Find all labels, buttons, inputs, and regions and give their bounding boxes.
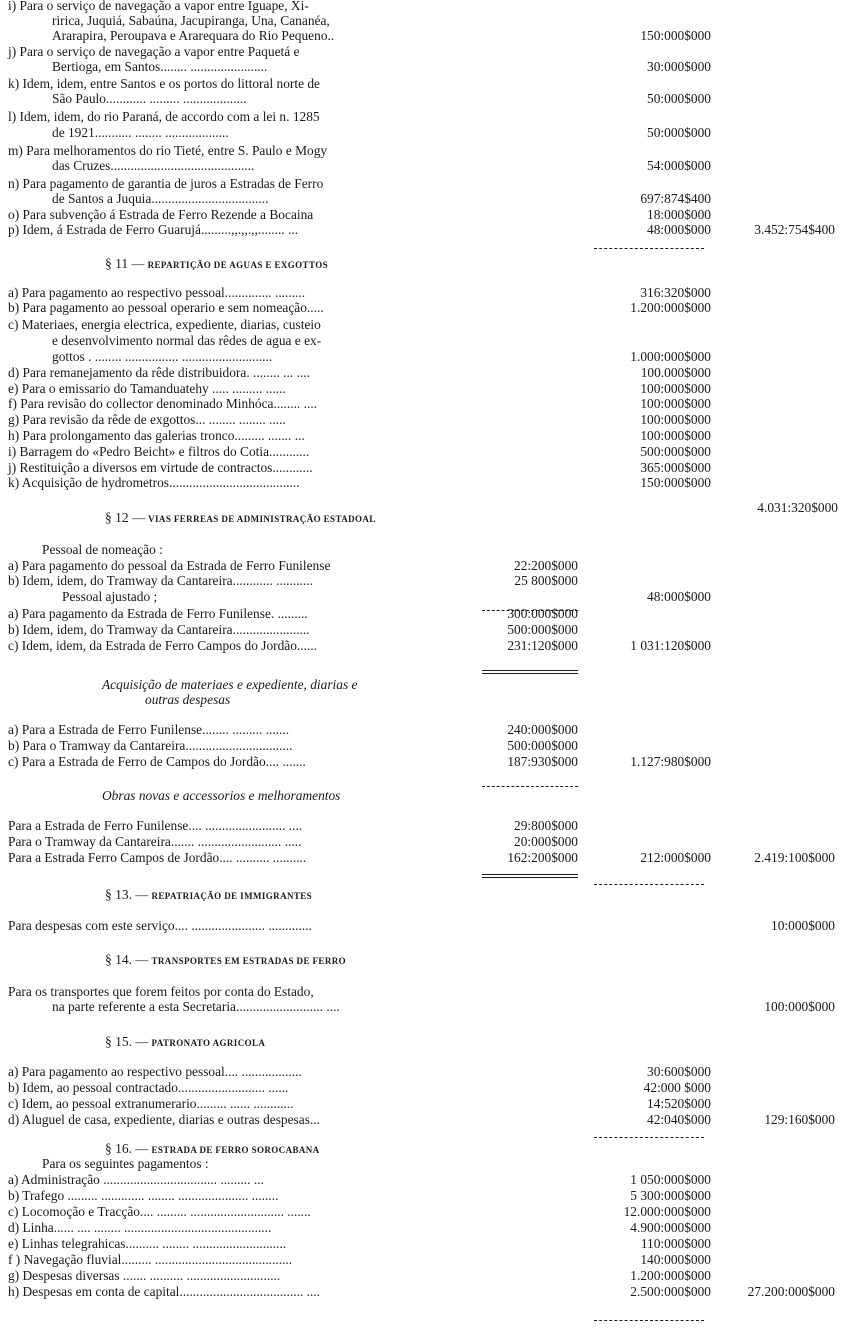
- section-number: § 12: [105, 510, 129, 525]
- section-number: § 15.: [105, 1034, 132, 1049]
- subtotal-rule: [482, 610, 578, 611]
- amount-value: 1.000:000$000: [630, 349, 711, 364]
- amount-value: 697:874$400: [640, 191, 711, 206]
- budget-line: h) Para prolongamento das galerias tronco......... ....... ...: [8, 428, 305, 443]
- section-heading: [105, 257, 328, 272]
- budget-line: b) Para o Tramway da Cantareira................................: [8, 738, 293, 753]
- amount-value: 2.500:000$000: [630, 1284, 711, 1299]
- amount-value: 100:000$000: [640, 428, 711, 443]
- amount-value: 500:000$000: [640, 444, 711, 459]
- amount-value: 29:800$000: [514, 818, 578, 833]
- total-rule: [594, 884, 704, 885]
- section-number: § 16.: [105, 1141, 132, 1156]
- budget-line: b) Idem, ao pessoal contractado.......................... ......: [8, 1080, 289, 1095]
- budget-line: g) Para revisão da rêde de exgottos... ........ ........ .....: [8, 412, 286, 427]
- amount-value: 231:120$000: [507, 638, 578, 653]
- amount-value: 1.127:980$000: [630, 754, 711, 769]
- budget-line: p) Idem, á Estrada de Ferro Guarujá.........,,.,,.,,........ ...: [8, 222, 299, 237]
- amount-value: 240:000$000: [507, 722, 578, 737]
- section-title: TRANSPORTES EM ESTRADAS DE FERRO: [151, 956, 347, 966]
- amount-value: 20:000$000: [514, 834, 578, 849]
- budget-line: k) Idem, idem, entre Santos e os portos do littoral norte de: [8, 76, 321, 91]
- amount-value: 42:000 $000: [643, 1080, 711, 1095]
- amount-value: 48:000$000: [647, 222, 711, 237]
- budget-line: na parte referente a esta Secretaria.......................... ....: [52, 999, 340, 1014]
- amount-value: 48:000$000: [647, 589, 711, 604]
- section-heading: [105, 953, 346, 968]
- amount-value: 500:000$000: [507, 738, 578, 753]
- budget-line: Para a Estrada Ferro Campos de Jordão.... .......... ..........: [8, 850, 307, 865]
- amount-value: 212:000$000: [640, 850, 711, 865]
- budget-line: Para despesas com este serviço.... ...................... .............: [8, 918, 312, 933]
- amount-value: 316:320$000: [640, 285, 711, 300]
- italic-subheading: Acquisição de materiaes e expediente, diarias e: [102, 677, 358, 692]
- amount-value: 150:000$000: [640, 28, 711, 43]
- budget-line: e desenvolvimento normal das rêdes de agua e ex-: [52, 333, 322, 348]
- section-dash: —: [128, 256, 148, 271]
- section-dash: —: [132, 1034, 152, 1049]
- amount-value: 1.200:000$000: [630, 300, 711, 315]
- amount-value: 300:000$000: [507, 606, 578, 621]
- amount-value: 54:000$000: [647, 158, 711, 173]
- amount-value: 1 031:120$000: [630, 638, 711, 653]
- budget-line: i) Barragem do «Pedro Beicht» e filtros do Cotia............: [8, 444, 310, 459]
- section-title: VIAS FERREAS DE ADMINISTRAÇÃO ESTADOAL: [148, 514, 376, 524]
- amount-value: 3.452:754$400: [754, 222, 835, 237]
- budget-line: Pessoal de nomeação :: [42, 542, 163, 557]
- budget-line: i) Para o serviço de navegação a vapor entre Iguape, Xi-: [8, 0, 309, 13]
- budget-line: n) Para pagamento de garantia de juros a Estradas de Ferro: [8, 176, 324, 191]
- amount-value: 18:000$000: [647, 207, 711, 222]
- section-dash: —: [132, 952, 152, 967]
- amount-value: 30:600$000: [647, 1064, 711, 1079]
- amount-value: 4.900:000$000: [630, 1220, 711, 1235]
- amount-value: 100:000$000: [640, 381, 711, 396]
- budget-line: d) Linha...... .... ........ ............................................: [8, 1220, 272, 1235]
- budget-line: Para os transportes que forem feitos por conta do Estado,: [8, 984, 314, 999]
- budget-line: c) Idem, ao pessoal extranumerario......... ...... ............: [8, 1096, 294, 1111]
- budget-line: Para os seguintes pagamentos :: [42, 1156, 209, 1171]
- total-rule: [594, 1137, 704, 1138]
- budget-line: Pessoal ajustado ;: [62, 589, 158, 604]
- budget-line: g) Despesas diversas ....... .......... ............................: [8, 1268, 281, 1283]
- budget-line: Bertioga, em Santos........ .......................: [52, 59, 268, 74]
- section-number: § 11: [105, 256, 129, 271]
- subtotal-rule: [482, 786, 578, 787]
- amount-value: 5 300:000$000: [630, 1188, 711, 1203]
- amount-value: 25 800$000: [514, 573, 578, 588]
- amount-value: 1 050:000$000: [630, 1172, 711, 1187]
- budget-line: c) Locomoção e Tracção.... ......... ............................ .......: [8, 1204, 311, 1219]
- amount-value: 187:930$000: [507, 754, 578, 769]
- budget-line: b) Trafego ......... ............. ........ ..................... ........: [8, 1188, 279, 1203]
- amount-value: 4.031:320$000: [757, 500, 838, 515]
- total-rule: [594, 1320, 704, 1321]
- amount-value: 10:000$000: [771, 918, 835, 933]
- budget-line: a) Para pagamento da Estrada de Ferro Funilense. .........: [8, 606, 308, 621]
- section-heading: [105, 1035, 265, 1050]
- budget-line: gottos . ........ ................ ...........................: [52, 349, 273, 364]
- italic-subheading: outras despesas: [145, 692, 231, 707]
- budget-line: a) Administração .................................. ......... ...: [8, 1172, 264, 1187]
- budget-line: l) Idem, idem, do rio Paraná, de accordo com a lei n. 1285: [8, 109, 320, 124]
- amount-value: 42:040$000: [647, 1112, 711, 1127]
- subtotal-rule: [482, 670, 578, 674]
- section-heading: [105, 511, 376, 526]
- subtotal-rule: [482, 874, 578, 878]
- amount-value: 50:000$000: [647, 91, 711, 106]
- budget-line: Para o Tramway da Cantareira....... ......................... .....: [8, 834, 302, 849]
- budget-line: São Paulo............ ......... ...................: [52, 91, 247, 106]
- budget-line: e) Para o emissario do Tamanduatehy ..... ......... ......: [8, 381, 286, 396]
- amount-value: 365:000$000: [640, 460, 711, 475]
- amount-value: 162:200$000: [507, 850, 578, 865]
- budget-line: b) Idem, idem, do Tramway da Cantareira............ ...........: [8, 573, 313, 588]
- amount-value: 30:000$000: [647, 59, 711, 74]
- budget-line: a) Para pagamento ao respectivo pessoal.............. .........: [8, 285, 306, 300]
- budget-line: Para a Estrada de Ferro Funilense.... ........................ ....: [8, 818, 303, 833]
- section-number: § 13.: [105, 887, 132, 902]
- amount-value: 150:000$000: [640, 475, 711, 490]
- budget-line: c) Para a Estrada de Ferro de Campos do Jordão.... .......: [8, 754, 306, 769]
- amount-value: 110:000$000: [640, 1236, 711, 1251]
- amount-value: 100:000$000: [640, 412, 711, 427]
- budget-line: f) Para revisão do collector denominado Minhóca........ ....: [8, 396, 318, 411]
- budget-line: Ararapira, Peroupava e Ararequara do Rio Pequeno..: [52, 28, 335, 43]
- amount-value: 2.419:100$000: [754, 850, 835, 865]
- section-number: § 14.: [105, 952, 132, 967]
- budget-line: f ) Navegação fluvial......... .........................................: [8, 1252, 293, 1267]
- amount-value: 12.000:000$000: [623, 1204, 711, 1219]
- amount-value: 100:000$000: [764, 999, 835, 1014]
- section-dash: —: [132, 887, 152, 902]
- budget-line: a) Para a Estrada de Ferro Funilense........ ......... .......: [8, 722, 290, 737]
- budget-line: m) Para melhoramentos do rio Tieté, entre S. Paulo e Mogy: [8, 143, 328, 158]
- budget-line: d) Aluguel de casa, expediente, diarias e outras despesas...: [8, 1112, 320, 1127]
- amount-value: 1.200:000$000: [630, 1268, 711, 1283]
- budget-line: j) Restituição a diversos em virtude de contractos............: [8, 460, 313, 475]
- amount-value: 50:000$000: [647, 125, 711, 140]
- section-heading: [105, 888, 312, 903]
- section-title: ESTRADA DE FERRO SOROCABANA: [151, 1145, 320, 1155]
- section-title: REPARTIÇÃO DE AGUAS E EXGOTTOS: [147, 260, 329, 270]
- budget-line: das Cruzes...........................................: [52, 158, 255, 173]
- italic-subheading: Obras novas e accessorios e melhoramentos: [102, 788, 341, 803]
- budget-line: d) Para remanejamento da rêde distribuidora. ........ ... ....: [8, 365, 310, 380]
- amount-value: 14:520$000: [647, 1096, 711, 1111]
- budget-line: k) Acquisição de hydrometros.......................................: [8, 475, 300, 490]
- budget-line: e) Linhas telegrahicas.......... ........ ............................: [8, 1236, 287, 1251]
- budget-line: de 1921........... ........ ...................: [52, 125, 229, 140]
- amount-value: 100.000$000: [640, 365, 711, 380]
- amount-value: 100:000$000: [640, 396, 711, 411]
- budget-line: o) Para subvenção á Estrada de Ferro Rezende a Bocaina: [8, 207, 314, 222]
- amount-value: 140:000$000: [640, 1252, 711, 1267]
- amount-value: 27.200:000$000: [747, 1284, 835, 1299]
- section-dash: —: [128, 510, 149, 525]
- amount-value: 500:000$000: [507, 622, 578, 637]
- section-dash: —: [132, 1141, 152, 1156]
- section-title: REPATRIAÇÃO DE IMMIGRANTES: [151, 891, 313, 901]
- budget-line: b) Idem, idem, do Tramway da Cantareira.......................: [8, 622, 310, 637]
- budget-line: de Santos a Juquia...................................: [52, 191, 269, 206]
- budget-line: c) Idem, idem, da Estrada de Ferro Campos do Jordão......: [8, 638, 318, 653]
- budget-line: ririca, Juquiá, Sabaúna, Jacupiranga, Una, Cananéa,: [52, 13, 330, 28]
- budget-line: h) Despesas em conta de capital..................................... ....: [8, 1284, 321, 1299]
- total-rule: [594, 248, 704, 249]
- section-title: PATRONATO AGRICOLA: [151, 1038, 266, 1048]
- section-heading: [105, 1142, 320, 1157]
- budget-line: a) Para pagamento ao respectivo pessoal.... ..................: [8, 1064, 302, 1079]
- budget-line: b) Para pagamento ao pessoal operario e sem nomeação.....: [8, 300, 324, 315]
- budget-line: a) Para pagamento do pessoal da Estrada de Ferro Funilense: [8, 558, 331, 573]
- budget-line: j) Para o serviço de navegação a vapor entre Paquetá e: [8, 44, 300, 59]
- amount-value: 22:200$000: [514, 558, 578, 573]
- budget-line: c) Materiaes, energia electrica, expediente, diarias, custeio: [8, 317, 321, 332]
- amount-value: 129:160$000: [764, 1112, 835, 1127]
